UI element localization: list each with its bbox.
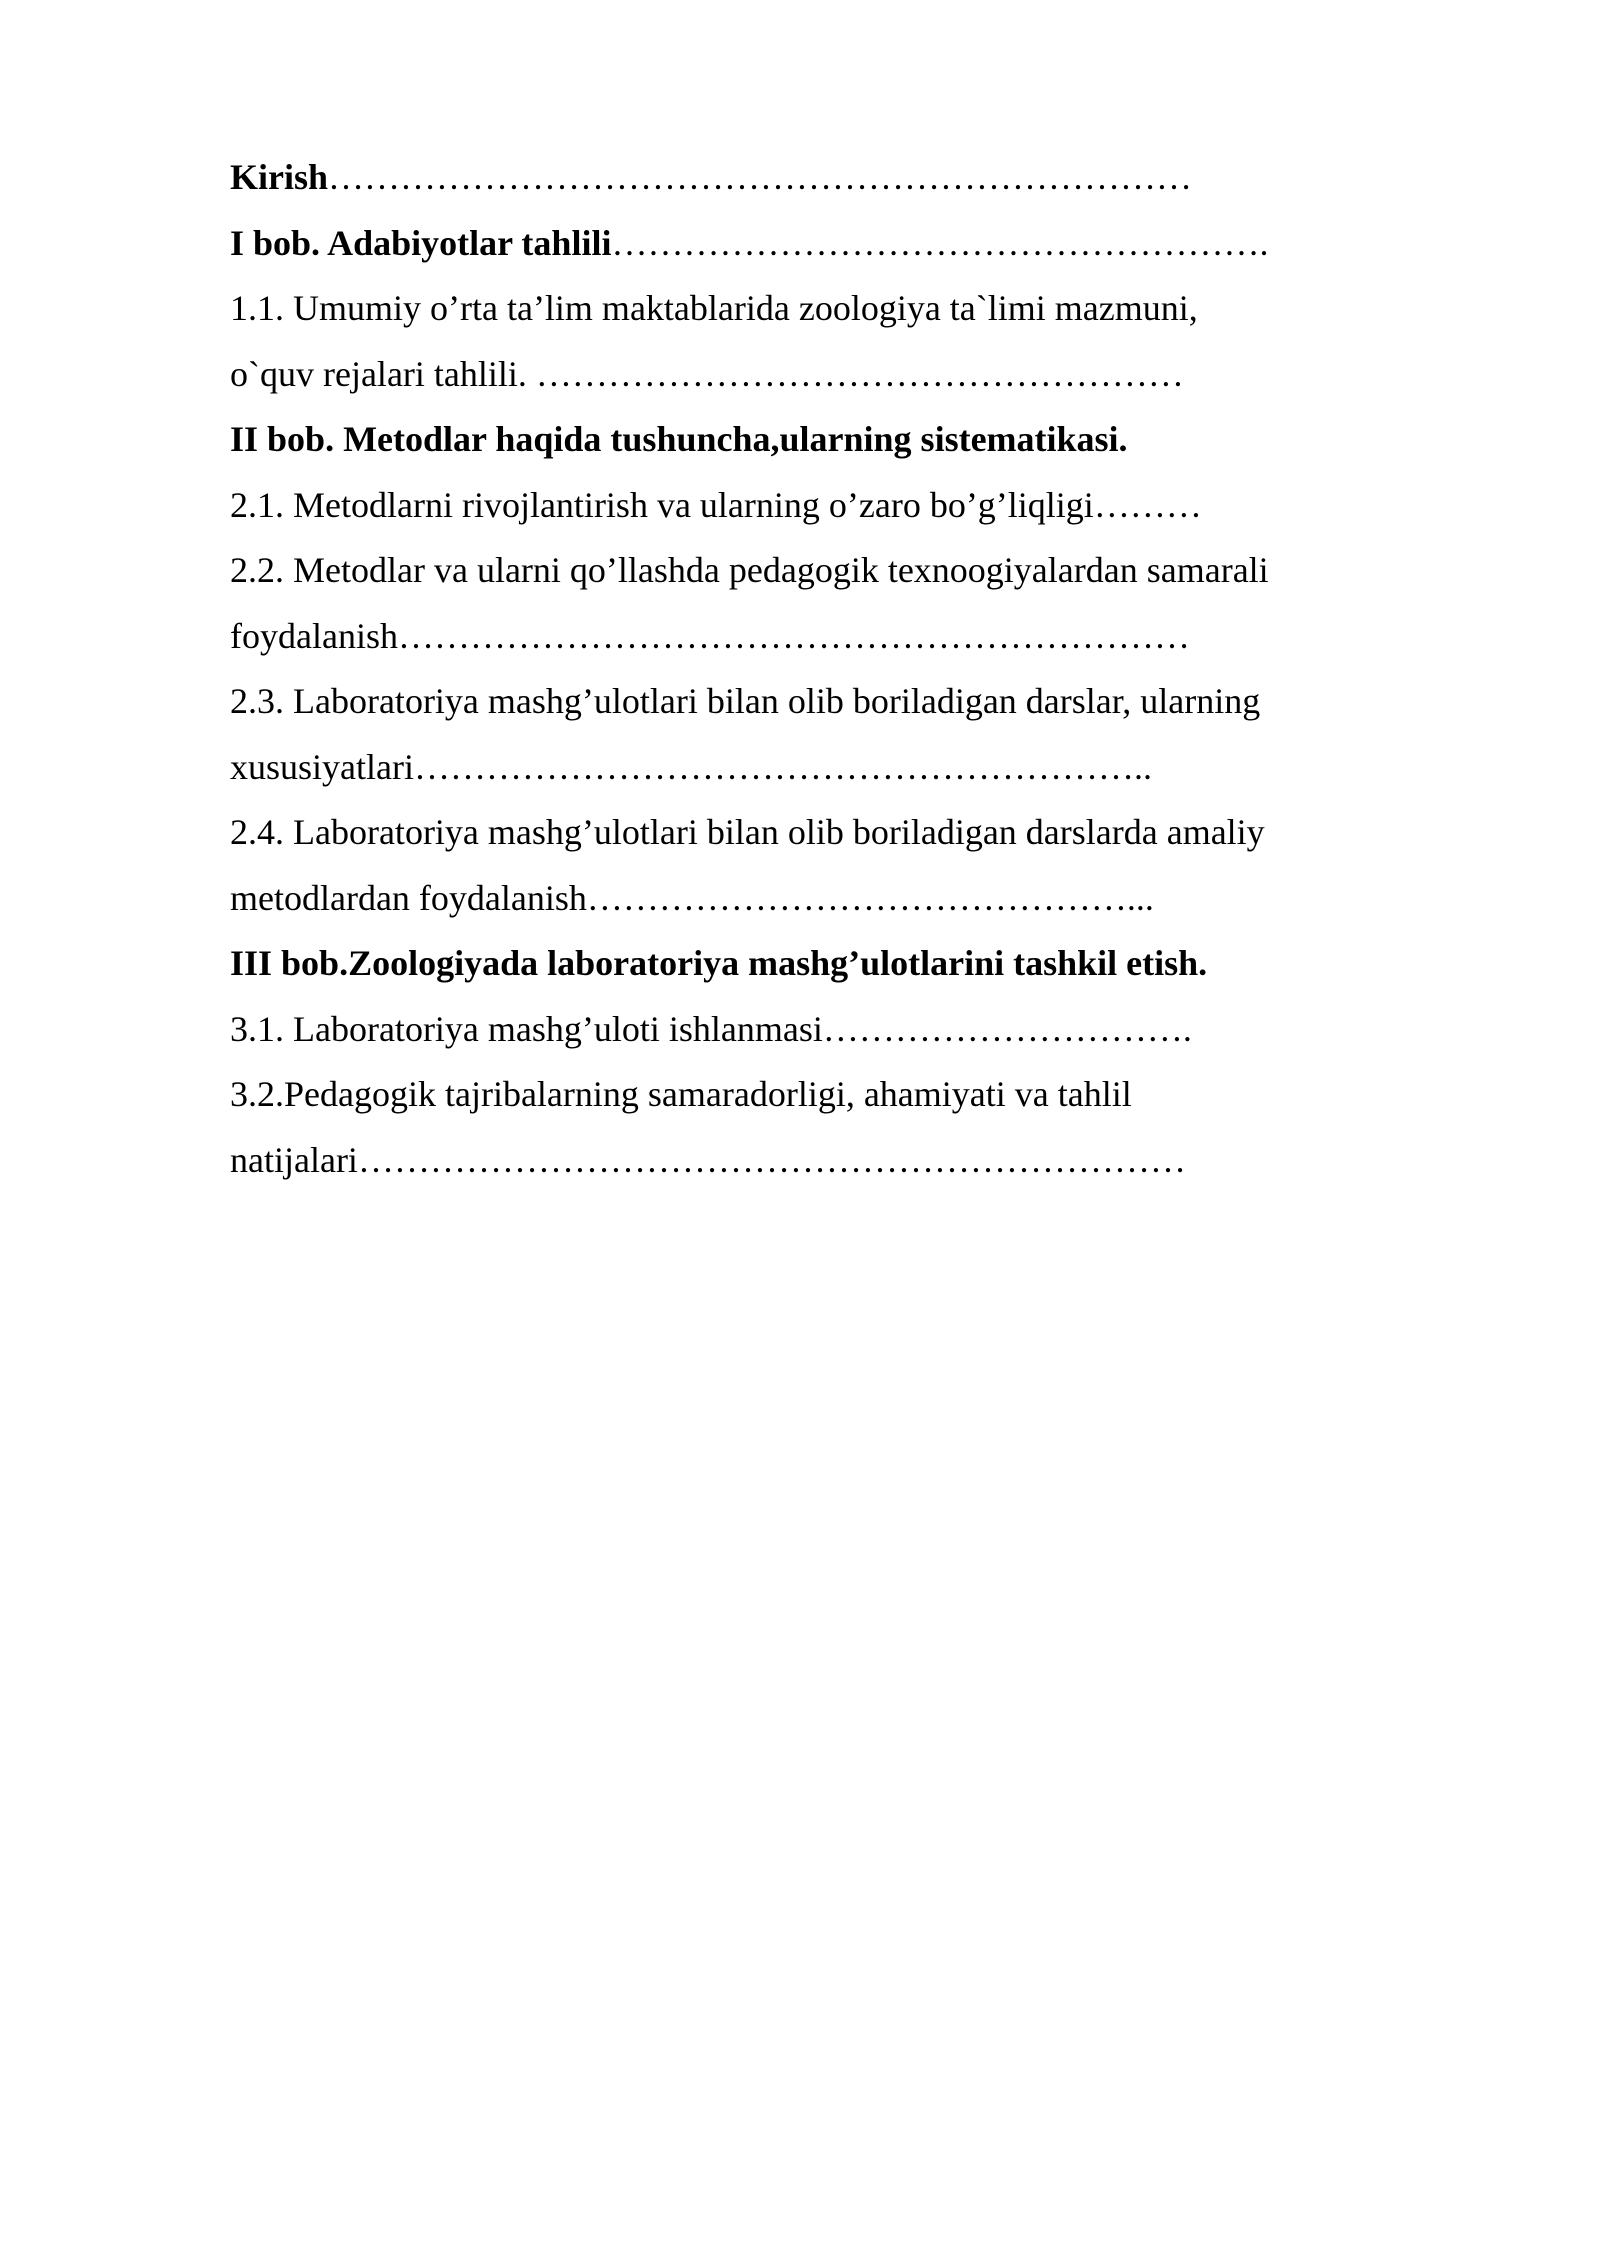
toc-entry-3-2 [230, 1062, 1380, 1128]
toc-leader-dots: ……… [1093, 484, 1202, 525]
toc-entry-2-3-continued [230, 735, 1380, 801]
toc-entry-2-1 [230, 473, 1380, 539]
toc-leader-dots: ………………………………………... [586, 877, 1154, 918]
toc-entry-1-1 [230, 276, 1380, 342]
toc-entry-title: 2.1. Metodlarni rivojlantirish va ularning o’zaro bo’g’liqligi [230, 484, 1094, 525]
toc-entry-chapter-3 [230, 931, 1380, 997]
toc-entry-title: foydalanish [230, 615, 398, 656]
toc-leader-dots: ……………………………………………………………… [328, 157, 1193, 197]
toc-entry-2-3 [230, 669, 1380, 735]
toc-entry-title: o`quv rejalari tahlili. [230, 353, 536, 394]
toc-entry-title: xususiyatlari [230, 746, 414, 787]
toc-entry-title: 2.4. Laboratoriya mashg’ulotlari bilan olib boriladigan darslarda amaliy [230, 812, 1265, 852]
toc-entry-2-4 [230, 800, 1380, 866]
toc-entry-title: I bob. Adabiyotlar tahlili [230, 222, 612, 263]
toc-entry-title: 1.1. Umumiy o’rta ta’lim maktablarida zoologiya ta`limi mazmuni, [230, 288, 1198, 328]
toc-entry-title: metodlardan foydalanish [230, 877, 587, 918]
toc-entry-2-4-continued [230, 866, 1380, 932]
toc-entry-title: natijalari [230, 1139, 358, 1180]
toc-entry-title: 2.2. Metodlar va ularni qo’llashda pedagogik texnoogiyalardan samarali [230, 550, 1269, 590]
toc-entry-title: 2.3. Laboratoriya mashg’ulotlari bilan olib boriladigan darslar, ularning [230, 681, 1261, 721]
toc-entry-chapter-1 [230, 211, 1380, 277]
toc-entry-title: 3.1. Laboratoriya mashg’uloti ishlanmasi [230, 1008, 823, 1049]
toc-entry-chapter-2 [230, 407, 1380, 473]
toc-entry-title: II bob. Metodlar haqida tushuncha,ularning sistematikasi. [230, 419, 1128, 459]
toc-entry-title: 3.2.Pedagogik tajribalarning samaradorligi, ahamiyati va tahlil [230, 1074, 1132, 1114]
toc-leader-dots: …………………………. [822, 1008, 1192, 1049]
toc-entry-title: III bob.Zoologiyada laboratoriya mashg’ulotlarini tashkil etish. [230, 943, 1208, 983]
toc-entry-1-1-continued [230, 342, 1380, 408]
toc-leader-dots: ………………………………………………. [611, 222, 1269, 263]
table-of-contents [230, 145, 1380, 1193]
toc-entry-3-2-continued [230, 1128, 1380, 1194]
toc-entry-kirish [230, 145, 1380, 211]
toc-leader-dots: ……………………………………………… [535, 353, 1184, 394]
toc-leader-dots: ………………………………………………………… [397, 615, 1190, 656]
toc-entry-title: Kirish [230, 157, 329, 197]
toc-leader-dots: …………………………………………………….. [413, 746, 1152, 787]
toc-entry-2-2 [230, 538, 1380, 604]
toc-entry-3-1 [230, 997, 1380, 1063]
toc-entry-2-2-continued [230, 604, 1380, 670]
toc-leader-dots: …………………………………………………………… [357, 1139, 1186, 1180]
